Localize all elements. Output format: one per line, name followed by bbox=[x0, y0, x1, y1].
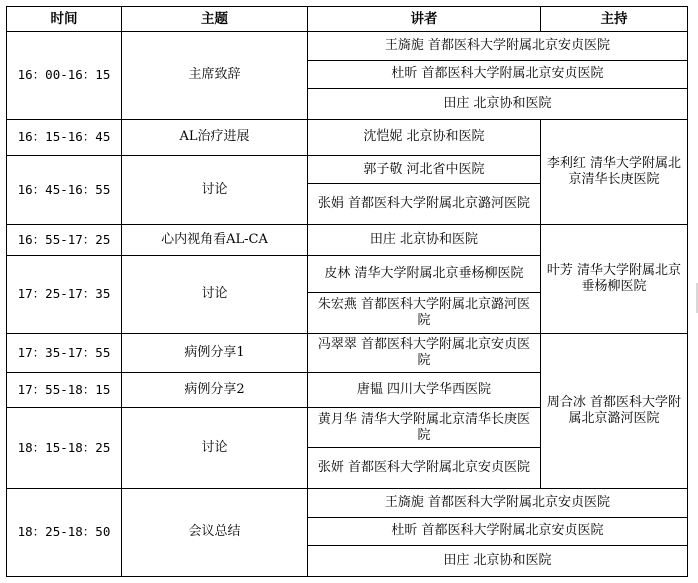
time-cell: 18：25-18：50 bbox=[7, 488, 122, 576]
topic-cell: 讨论 bbox=[122, 408, 308, 489]
speaker-cell: 沈恺妮 北京协和医院 bbox=[308, 119, 541, 155]
speaker-cell: 黄月华 清华大学附属北京清华长庚医院 bbox=[308, 408, 541, 448]
speaker-cell: 张娟 首都医科大学附属北京潞河医院 bbox=[308, 184, 541, 225]
speaker-cell: 田庄 北京协和医院 bbox=[308, 546, 688, 577]
speaker-cell: 皮林 清华大学附属北京垂杨柳医院 bbox=[308, 255, 541, 292]
speaker-cell: 冯翠翠 首都医科大学附属北京安贞医院 bbox=[308, 333, 541, 373]
host-cell: 李利红 清华大学附属北京清华长庚医院 bbox=[541, 119, 688, 224]
speaker-cell: 田庄 北京协和医院 bbox=[308, 225, 541, 256]
time-cell: 16：55-17：25 bbox=[7, 225, 122, 256]
time-cell: 17：55-18：15 bbox=[7, 373, 122, 408]
time-cell: 16：00-16：15 bbox=[7, 32, 122, 120]
speaker-cell: 杜昕 首都医科大学附属北京安贞医院 bbox=[308, 517, 688, 546]
schedule-table bbox=[6, 6, 687, 577]
topic-cell: 讨论 bbox=[122, 155, 308, 225]
table-row bbox=[7, 119, 688, 155]
header-topic: 主题 bbox=[122, 7, 308, 32]
table-row bbox=[7, 32, 688, 61]
speaker-cell: 王旖旎 首都医科大学附属北京安贞医院 bbox=[308, 488, 688, 517]
time-cell: 16：15-16：45 bbox=[7, 119, 122, 155]
time-cell: 17：25-17：35 bbox=[7, 255, 122, 333]
topic-cell: 心内视角看AL-CA bbox=[122, 225, 308, 256]
host-cell: 周合冰 首都医科大学附属北京潞河医院 bbox=[541, 333, 688, 488]
speaker-cell: 朱宏燕 首都医科大学附属北京潞河医院 bbox=[308, 292, 541, 333]
time-cell: 16：45-16：55 bbox=[7, 155, 122, 225]
table-row bbox=[7, 488, 688, 517]
header-time: 时间 bbox=[7, 7, 122, 32]
topic-cell: 讨论 bbox=[122, 255, 308, 333]
header-speaker: 讲者 bbox=[308, 7, 541, 32]
topic-cell: AL治疗进展 bbox=[122, 119, 308, 155]
time-cell: 17：35-17：55 bbox=[7, 333, 122, 373]
header-row bbox=[7, 7, 688, 32]
speaker-cell: 杜昕 首都医科大学附属北京安贞医院 bbox=[308, 60, 688, 89]
speaker-cell: 张妍 首都医科大学附属北京安贞医院 bbox=[308, 448, 541, 489]
topic-cell: 主席致辞 bbox=[122, 32, 308, 120]
speaker-cell: 唐韫 四川大学华西医院 bbox=[308, 373, 541, 408]
topic-cell: 病例分享2 bbox=[122, 373, 308, 408]
topic-cell: 病例分享1 bbox=[122, 333, 308, 373]
table-row bbox=[7, 333, 688, 373]
table-row bbox=[7, 225, 688, 256]
header-host: 主持 bbox=[541, 7, 688, 32]
host-cell: 叶芳 清华大学附属北京垂杨柳医院 bbox=[541, 225, 688, 333]
speaker-cell: 郭子敬 河北省中医院 bbox=[308, 155, 541, 184]
topic-cell: 会议总结 bbox=[122, 488, 308, 576]
time-cell: 18：15-18：25 bbox=[7, 408, 122, 489]
speaker-cell: 田庄 北京协和医院 bbox=[308, 89, 688, 120]
speaker-cell: 王旖旎 首都医科大学附属北京安贞医院 bbox=[308, 32, 688, 61]
